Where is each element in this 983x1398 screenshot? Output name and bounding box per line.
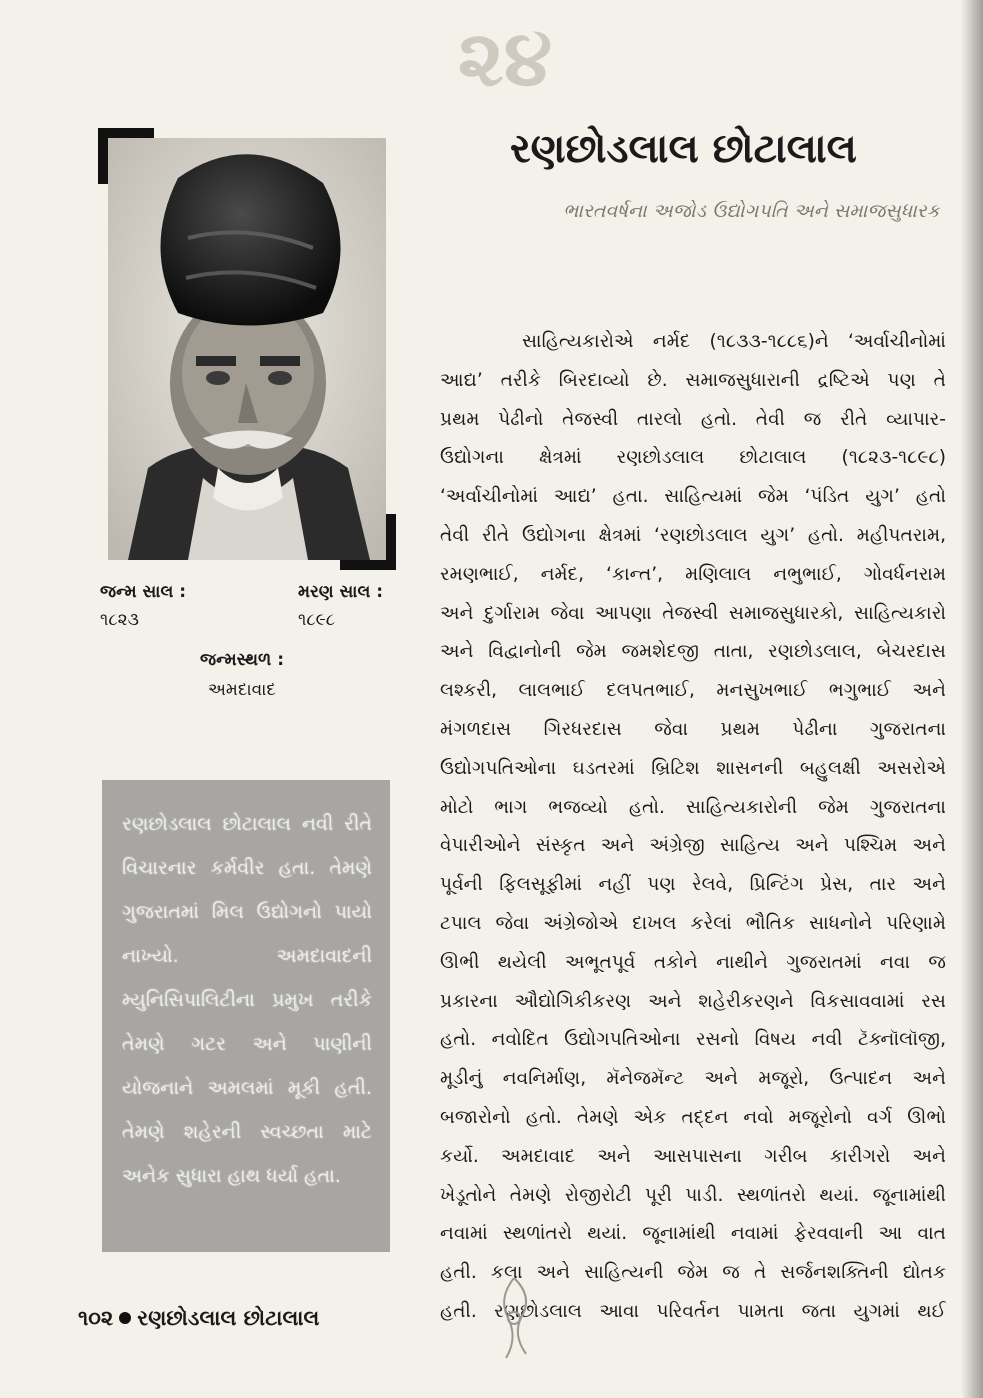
body-line: હતો. નવોદિત ઉદ્યોગપતિઓના રસનો વિષય નવી ટૅક્નૉલૉજી, bbox=[440, 1029, 946, 1051]
sidebar-box bbox=[102, 780, 390, 1252]
binding-shadow bbox=[961, 0, 983, 1398]
body-line: હતી. કલા અને સાહિત્યની જેમ જ તે સર્જનશક્તિની દ્યોતક bbox=[440, 1262, 946, 1284]
bullet-icon bbox=[119, 1312, 131, 1324]
body-line: ‘અર્વાચીનોમાં આદ્ય’ હતા. સાહિત્યમાં જેમ ‘પંડિત યુગ’ હતો bbox=[440, 486, 946, 508]
portrait-frame bbox=[98, 128, 396, 570]
body-line: પૂર્વની ફિલસૂફીમાં નહીં પણ રેલવે, પ્રિન્ટિંગ પ્રેસ, તાર અને bbox=[440, 874, 946, 896]
body-line: ઉદ્યોગપતિઓના ઘડતરમાં બ્રિટિશ શાસનની બહુલક્ષી અસરોએ bbox=[440, 757, 946, 779]
body-line: હતી. રણછોડલાલ આવા પરિવર્તન પામતા જતા યુગમાં થઈ bbox=[440, 1300, 946, 1322]
body-line: ખેડૂતોને તેમણે રોજીરોટી પૂરી પાડી. સ્થળાંતરો થયાં. જૂનામાંથી bbox=[440, 1184, 946, 1206]
portrait-photo bbox=[108, 138, 386, 560]
body-line: ઉદ્યોગના ક્ષેત્રમાં રણછોડલાલ છોટાલાલ (૧૮૨૩-૧૮૯૮) bbox=[440, 447, 946, 469]
ornament-flourish bbox=[478, 1268, 550, 1368]
body-line: રમણભાઈ, નર્મદ, ‘કાન્ત’, મણિલાલ નભુભાઈ, ગોવર્ધનરામ bbox=[440, 563, 946, 585]
body-line: તેવી રીતે ઉદ્યોગના ક્ષેત્રમાં ‘રણછોડલાલ યુગ’ હતો. મહીપતરામ, bbox=[440, 524, 946, 546]
running-title: રણછોડલાલ છોટાલાલ bbox=[137, 1306, 320, 1330]
body-line: ઊભી થયેલી અભૂતપૂર્વ તકોને નાથીને ગુજરાતમાં નવા જ bbox=[440, 951, 946, 973]
death-year-label: મરણ સાલ : bbox=[298, 582, 384, 602]
body-line: બજારોનો હતો. તેમણે એક તદ્દન નવો મજૂરોનો વર્ગ ઊભો bbox=[440, 1106, 946, 1128]
body-line: આદ્ય’ તરીકે બિરદાવ્યો છે. સમાજસુધારાની દ્રષ્ટિએ પણ તે bbox=[440, 369, 946, 391]
body-line: અને દુર્ગારામ જેવા આપણા તેજસ્વી સમાજસુધારકો, સાહિત્યકારો bbox=[440, 602, 946, 624]
body-line: પ્રથમ પેઢીનો તેજસ્વી તારલો હતો. તેવી જ રીતે વ્યાપાર- bbox=[440, 408, 946, 430]
body-text bbox=[440, 323, 946, 1332]
page-title: રણછોડલાલ છોટાલાલ bbox=[510, 126, 857, 172]
portrait-illustration bbox=[108, 138, 386, 560]
body-line: સાહિત્યકારોએ નર્મદ (૧૮૩૩-૧૮૮૬)ને ‘અર્વાચીનોમાં bbox=[522, 331, 946, 352]
birthplace-label: જન્મસ્થળ : bbox=[200, 650, 285, 670]
body-line: કર્યો. અમદાવાદ અને આસપાસના ગરીબ કારીગરો અને bbox=[440, 1145, 946, 1167]
birth-year-value: ૧૮૨૩ bbox=[100, 610, 139, 630]
body-line: પ્રકારના ઔદ્યોગિકીકરણ અને શહેરીકરણને વિકસાવવામાં રસ bbox=[440, 990, 946, 1012]
frame-corner-bottom-right bbox=[340, 514, 396, 570]
body-line: લશ્કરી, લાલભાઈ દલપતભાઈ, મનસુખભાઈ ભગુભાઈ અને bbox=[440, 680, 946, 702]
chapter-number: ૨૪ bbox=[457, 14, 553, 104]
page-number: ૧૦૨ bbox=[78, 1306, 114, 1330]
body-line: મોટો ભાગ ભજવ્યો હતો. સાહિત્યકારોની જેમ ગુજરાતના bbox=[440, 796, 946, 818]
body-line: નવામાં સ્થળાંતરો થયાં. જૂનામાંથી નવામાં ફેરવવાની આ વાત bbox=[440, 1223, 946, 1245]
body-line: મંગળદાસ ગિરધરદાસ જેવા પ્રથમ પેઢીના ગુજરાતના bbox=[440, 718, 946, 740]
birth-year-label: જન્મ સાલ : bbox=[100, 582, 187, 602]
death-year-value: ૧૮૯૮ bbox=[298, 610, 336, 630]
body-line: અને વિદ્વાનોની જેમ જમશેદજી તાતા, રણછોડલાલ, બેચરદાસ bbox=[440, 641, 946, 663]
page-subtitle: ભારતવર્ષના અજોડ ઉદ્યોગપતિ અને સમાજસુધારક bbox=[563, 200, 940, 222]
body-line: ટપાલ જેવા અંગ્રેજોએ દાખલ કરેલાં ભૌતિક સાધનોને પરિણામે bbox=[440, 912, 946, 934]
birthplace-value: અમદાવાદ bbox=[208, 680, 276, 700]
body-line: વેપારીઓને સંસ્કૃત અને અંગ્રેજી સાહિત્ય અને પશ્ચિમ અને bbox=[440, 835, 946, 857]
body-line: મૂડીનું નવનિર્માણ, મૅનેજમૅન્ટ અને મજૂરો, ઉત્પાદન અને bbox=[440, 1068, 946, 1090]
sidebar-text: રણછોડલાલ છોટાલાલ નવી રીતે વિચારનાર કર્મવીર હતા. તેમણે ગુજરાતમાં મિલ ઉદ્યોગનો પાયો નાખ્યો. અમદાવાદની મ્યુનિસિપાલિટીના પ્રમુખ તરીકે તેમણે ગટર અને પાણીની યોજનાને અમલમાં મૂકી હતી. તેમણે શહેરની સ્વચ્છતા માટે અનેક સુધારા હાથ ધર્યા હતા. bbox=[122, 813, 372, 1187]
page-footer bbox=[78, 1306, 319, 1331]
